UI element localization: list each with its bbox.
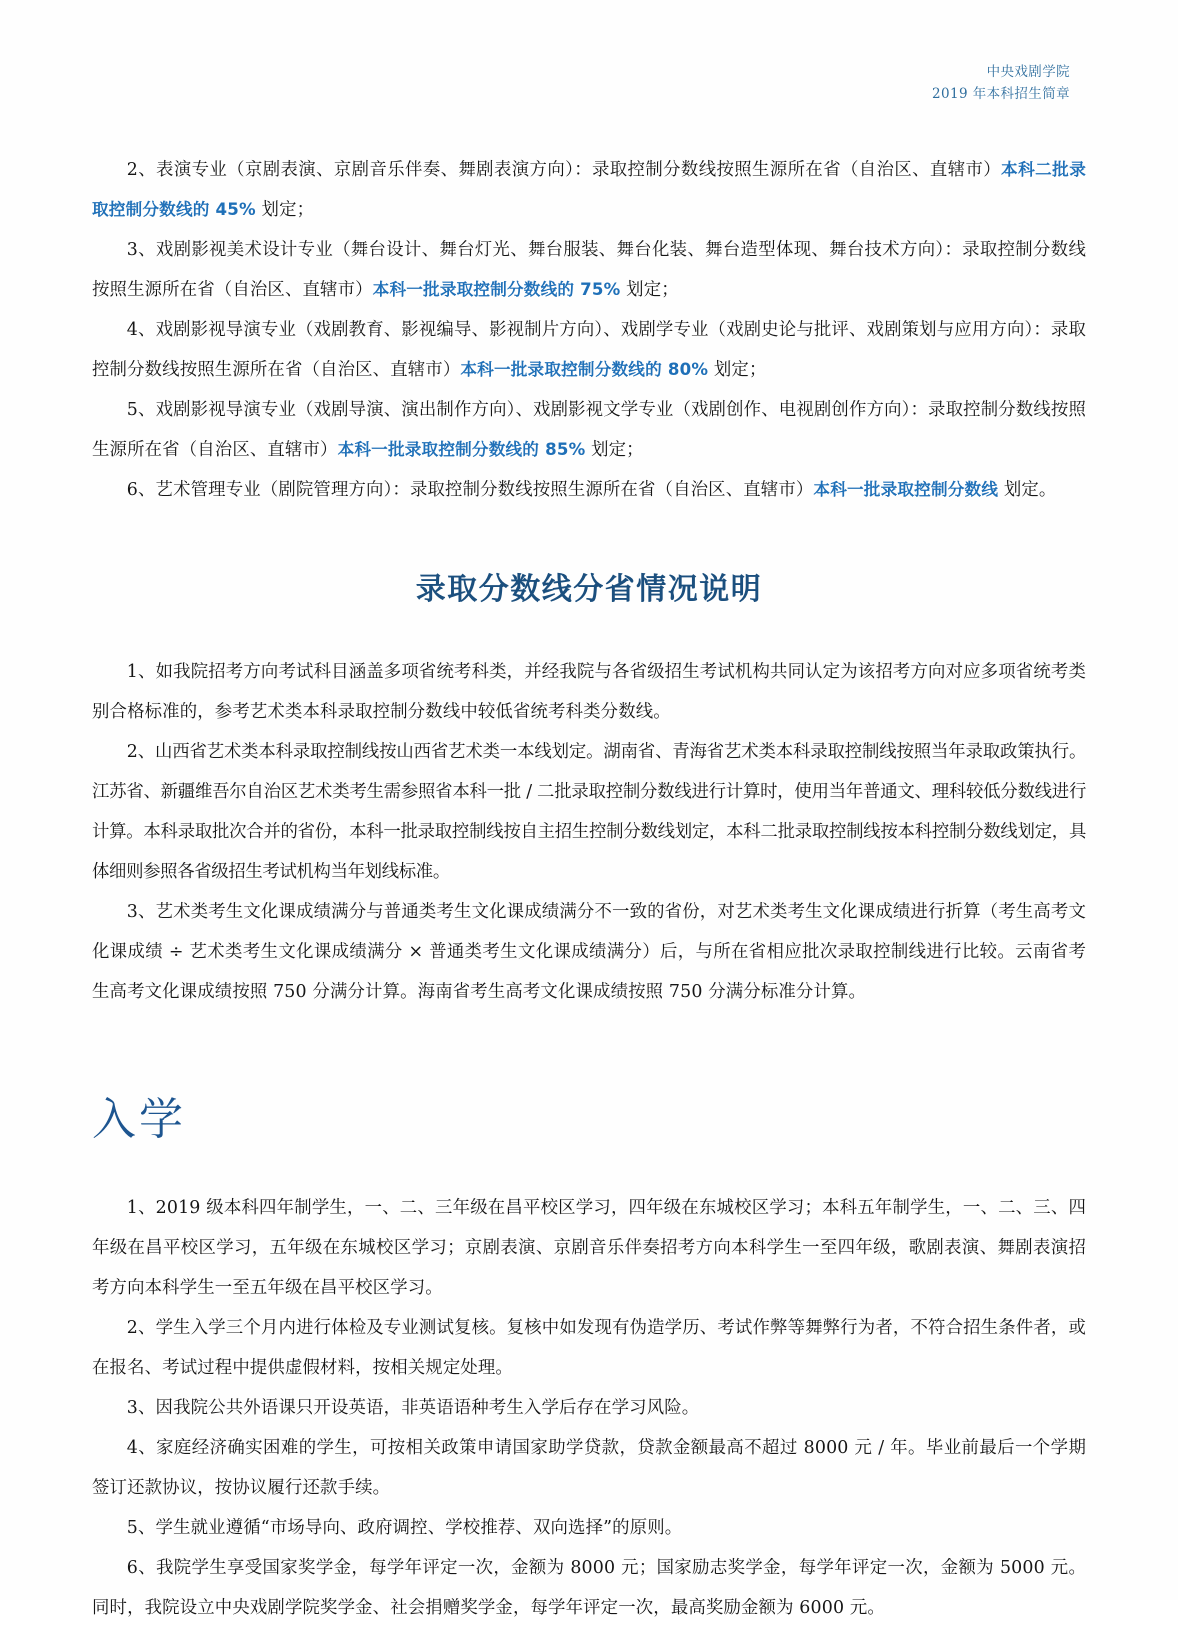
enrollment-paragraph-list (92, 1188, 1086, 1628)
score-line-item-4 (92, 310, 1086, 390)
score-line-item-5 (92, 390, 1086, 470)
item-3-lead: 3、戏剧影视美术设计专业（舞台设计、舞台灯光、舞台服装、舞台化装、舞台造型体现、舞台技术方向）：录取控制分数线按照生源所在省（自治区、直辖市） (92, 240, 1086, 300)
header-document-title: 2019 年本科招生简章 (932, 85, 1070, 102)
item-5-lead: 5、戏剧影视导演专业（戏剧导演、演出制作方向）、戏剧影视文学专业（戏剧创作、电视剧创作方向）：录取控制分数线按照生源所在省（自治区、直辖市） (92, 400, 1086, 460)
item-5-highlight: 本科一批录取控制分数线的 85% (337, 440, 586, 459)
enrollment-paragraph-2: 2、学生入学三个月内进行体检及专业测试复核。复核中如发现有伪造学历、考试作弊等舞弊行为者，不符合招生条件者，或在报名、考试过程中提供虚假材料，按相关规定处理。 (92, 1318, 1086, 1379)
enrollment-paragraph-3: 3、因我院公共外语课只开设英语，非英语语种考生入学后存在学习风险。 (126, 1398, 700, 1419)
spacer-before-province-heading (92, 510, 1086, 572)
province-paragraph-3: 3、艺术类考生文化课成绩满分与普通类考生文化课成绩满分不一致的省份，对艺术类考生文化课成绩进行折算（考生高考文化课成绩 ÷ 艺术类考生文化课成绩满分 × 普通类考生文化课成绩满分）后，与所在省相应批次录取控制线进行比较。云南省考生高考文化课成绩按照 750 分满分计算。海南省考生高考文化课成绩按照 750 分满分标准分计算。 (92, 902, 1086, 1002)
item-2-tail: 划定； (255, 200, 315, 220)
enrollment-paragraph-4: 4、家庭经济确实困难的学生，可按相关政策申请国家助学贷款，贷款金额最高不超过 8000 元 / 年。毕业前最后一个学期签订还款协议，按协议履行还款手续。 (92, 1438, 1086, 1499)
spacer-after-province-heading (92, 608, 1086, 652)
item-4-lead: 4、戏剧影视导演专业（戏剧教育、影视编导、影视制片方向）、戏剧学专业（戏剧史论与批评、戏剧策划与应用方向）：录取控制分数线按照生源所在省（自治区、直辖市） (92, 320, 1086, 380)
score-line-item-2 (92, 150, 1086, 230)
enrollment-paragraph-6: 6、我院学生享受国家奖学金，每学年评定一次，金额为 8000 元；国家励志奖学金，每学年评定一次，金额为 5000 元。同时，我院设立中央戏剧学院奖学金、社会捐赠奖学金，每学年评定一次，最高奖励金额为 6000 元。 (92, 1558, 1086, 1619)
item-2-highlight: 本科二批录取控制分数线的 45% (92, 160, 1086, 219)
item-5-tail: 划定； (585, 440, 644, 460)
item-4-highlight: 本科一批录取控制分数线的 80% (460, 360, 709, 379)
header-institution: 中央戏剧学院 (986, 64, 1070, 80)
item-3-tail: 划定； (620, 280, 679, 300)
running-header (932, 62, 1070, 106)
enrollment-paragraph-1: 1、2019 级本科四年制学生，一、二、三年级在昌平校区学习，四年级在东城校区学习；本科五年制学生，一、二、三、四年级在昌平校区学习，五年级在东城校区学习；京剧表演、京剧音乐伴奏招考方向本科学生一至四年级，歌剧表演、舞剧表演招考方向本科学生一至五年级在昌平校区学习。 (92, 1198, 1086, 1299)
item-6-tail: 划定。 (998, 480, 1057, 500)
score-line-item-6 (92, 470, 1086, 510)
item-4-tail: 划定； (708, 360, 767, 380)
province-section-heading: 录取分数线分省情况说明 (415, 572, 763, 607)
province-paragraph-1: 1、如我院招考方向考试科目涵盖多项省统考科类，并经我院与各省级招生考试机构共同认定为该招考方向对应多项省统考类别合格标准的，参考艺术类本科录取控制分数线中较低省统考科类分数线。 (92, 662, 1086, 722)
province-paragraph-list (92, 652, 1086, 1012)
province-paragraph-2: 2、山西省艺术类本科录取控制线按山西省艺术类一本线划定。湖南省、青海省艺术类本科录取控制线按照当年录取政策执行。江苏省、新疆维吾尔自治区艺术类考生需参照省本科一批 / 二批录取控制分数线进行计算时，使用当年普通文、理科较低分数线进行计算。本科录取批次合并的省份，本科一批录取控制线按自主招生控制分数线划定，本科二批录取控制线按本科控制分数线划定，具体细则参照各省级招生考试机构当年划线标准。 (92, 742, 1086, 882)
item-6-highlight: 本科一批录取控制分数线 (813, 480, 999, 499)
enrollment-section-heading: 入学 (92, 1094, 186, 1145)
score-line-item-list (92, 150, 1086, 510)
item-2-lead: 2、表演专业（京剧表演、京剧音乐伴奏、舞剧表演方向）：录取控制分数线按照生源所在省（自治区、直辖市） (126, 160, 1002, 180)
enrollment-paragraph-5: 5、学生就业遵循“市场导向、政府调控、学校推荐、双向选择”的原则。 (126, 1518, 683, 1539)
item-3-highlight: 本科一批录取控制分数线的 75% (372, 280, 621, 299)
spacer-after-chapter-heading (92, 1144, 1086, 1188)
spacer-before-chapter-heading (92, 1012, 1086, 1096)
item-6-lead: 6、艺术管理专业（剧院管理方向）：录取控制分数线按照生源所在省（自治区、直辖市） (126, 480, 814, 500)
score-line-item-3 (92, 230, 1086, 310)
document-body (92, 150, 1086, 1628)
